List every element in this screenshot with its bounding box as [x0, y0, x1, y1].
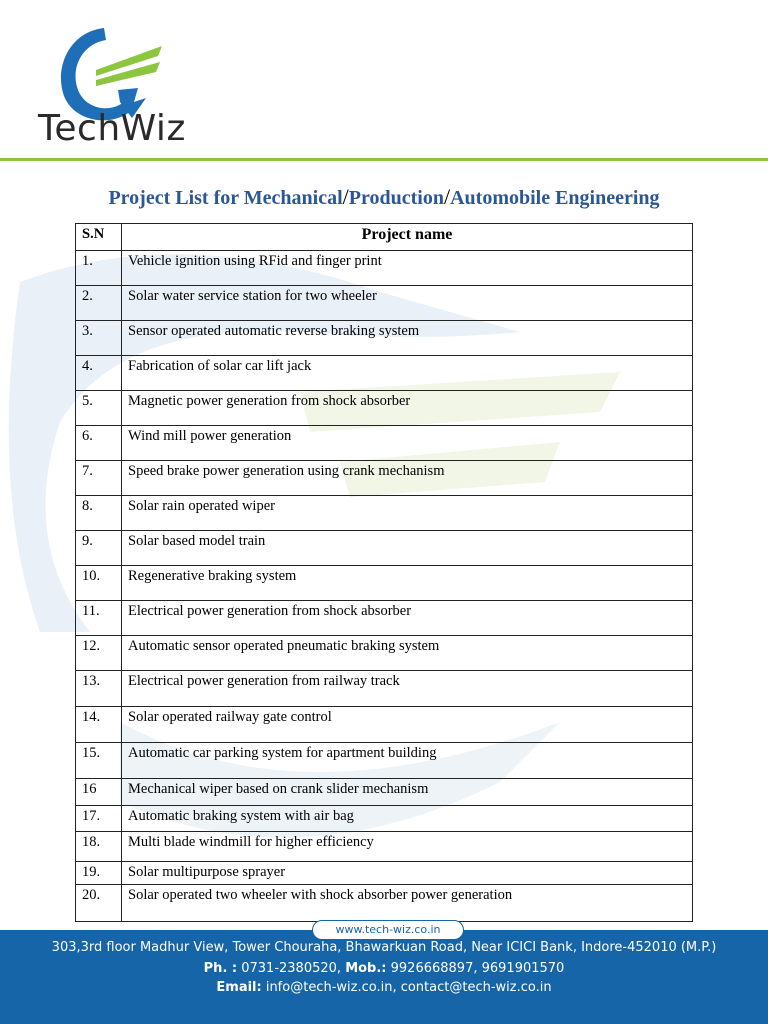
header-project-name: Project name	[122, 224, 693, 251]
table-row	[76, 779, 693, 806]
row-project-name: Regenerative braking system	[122, 566, 693, 601]
row-project-name: Automatic car parking system for apartment building	[122, 743, 693, 779]
table-row	[76, 743, 693, 779]
table-row	[76, 862, 693, 885]
row-sn: 8.	[76, 496, 122, 531]
row-sn: 6.	[76, 426, 122, 461]
table-row	[76, 806, 693, 832]
header-sn: S.N	[76, 224, 122, 251]
row-sn: 4.	[76, 356, 122, 391]
brand-name: TechWiz	[38, 108, 186, 149]
contact-footer	[0, 930, 768, 1024]
row-sn: 1.	[76, 251, 122, 286]
row-project-name: Fabrication of solar car lift jack	[122, 356, 693, 391]
row-project-name: Magnetic power generation from shock absorber	[122, 391, 693, 426]
table-row	[76, 566, 693, 601]
row-project-name: Solar multipurpose sprayer	[122, 862, 693, 885]
table-row	[76, 671, 693, 707]
row-project-name: Solar rain operated wiper	[122, 496, 693, 531]
row-sn: 11.	[76, 601, 122, 636]
footer-phone-line	[0, 961, 768, 976]
table-row	[76, 426, 693, 461]
row-sn: 20.	[76, 885, 122, 922]
table-row	[76, 461, 693, 496]
mobile-value: 9926668897, 9691901570	[386, 961, 565, 976]
project-table	[75, 223, 693, 922]
table-row	[76, 707, 693, 743]
row-sn: 15.	[76, 743, 122, 779]
row-sn: 10.	[76, 566, 122, 601]
row-sn: 18.	[76, 832, 122, 862]
row-project-name: Automatic sensor operated pneumatic braking system	[122, 636, 693, 671]
row-sn: 13.	[76, 671, 122, 707]
title-part-automobile: Automobile Engineering	[450, 187, 660, 209]
table-row	[76, 356, 693, 391]
title-separator: /	[342, 184, 349, 209]
footer-address: 303,3rd floor Madhur View, Tower Chouraha, Bhawarkuan Road, Near ICICI Bank, Indore-452010 (M.P.)	[51, 940, 717, 955]
row-sn: 5.	[76, 391, 122, 426]
row-project-name: Mechanical wiper based on crank slider mechanism	[122, 779, 693, 806]
table-row	[76, 636, 693, 671]
title-part-production: Production	[348, 187, 444, 209]
table-row	[76, 885, 693, 922]
row-sn: 3.	[76, 321, 122, 356]
row-sn: 12.	[76, 636, 122, 671]
row-project-name: Solar operated railway gate control	[122, 707, 693, 743]
table-row	[76, 496, 693, 531]
table-row	[76, 531, 693, 566]
footer-email-line	[0, 980, 768, 995]
email-label: Email:	[216, 980, 262, 995]
phone-value: 0731-2380520,	[237, 961, 346, 976]
table-row	[76, 832, 693, 862]
row-sn: 14.	[76, 707, 122, 743]
row-sn: 16	[76, 779, 122, 806]
row-sn: 17.	[76, 806, 122, 832]
row-project-name: Wind mill power generation	[122, 426, 693, 461]
table-row	[76, 391, 693, 426]
table-row	[76, 286, 693, 321]
table-header-row	[76, 224, 693, 251]
website-link[interactable]: www.tech-wiz.co.in	[312, 920, 464, 940]
row-sn: 9.	[76, 531, 122, 566]
row-project-name: Automatic braking system with air bag	[122, 806, 693, 832]
table-row	[76, 321, 693, 356]
row-project-name: Electrical power generation from shock absorber	[122, 601, 693, 636]
page-title	[0, 184, 768, 210]
email-value: info@tech-wiz.co.in, contact@tech-wiz.co.in	[261, 980, 552, 995]
mobile-label: Mob.:	[345, 961, 387, 976]
title-separator: /	[443, 184, 451, 209]
row-project-name: Solar based model train	[122, 531, 693, 566]
header-divider	[0, 158, 768, 161]
row-project-name: Electrical power generation from railway track	[122, 671, 693, 707]
row-project-name: Speed brake power generation using crank mechanism	[122, 461, 693, 496]
phone-label: Ph. :	[203, 961, 238, 976]
row-project-name: Solar water service station for two wheeler	[122, 286, 693, 321]
row-project-name: Solar operated two wheeler with shock absorber power generation	[122, 885, 693, 922]
table-row	[76, 601, 693, 636]
row-sn: 19.	[76, 862, 122, 885]
row-sn: 7.	[76, 461, 122, 496]
row-sn: 2.	[76, 286, 122, 321]
row-project-name: Multi blade windmill for higher efficiency	[122, 832, 693, 862]
table-row	[76, 251, 693, 286]
row-project-name: Sensor operated automatic reverse braking system	[122, 321, 693, 356]
row-project-name: Vehicle ignition using RFid and finger print	[122, 251, 693, 286]
title-part-mechanical: Project List for Mechanical	[108, 187, 343, 209]
